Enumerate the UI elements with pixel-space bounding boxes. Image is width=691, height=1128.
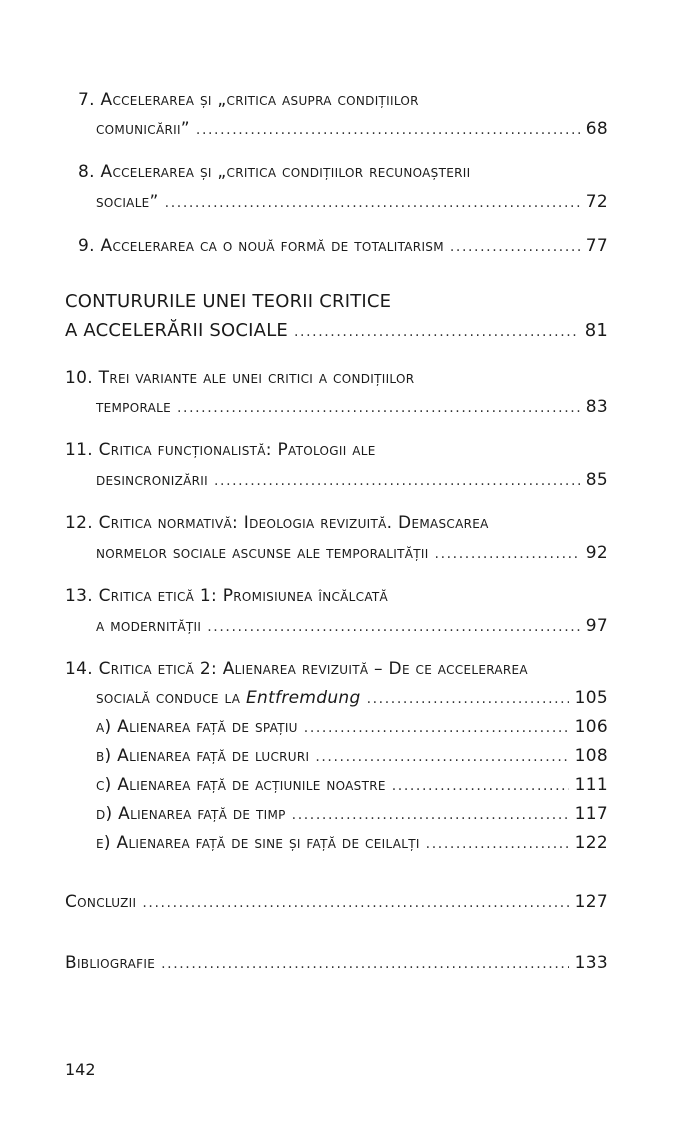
- toc-entry-title-cont: desincronizării: [96, 470, 208, 490]
- toc-page-number: 97: [585, 616, 608, 636]
- toc-page-number: 133: [574, 953, 608, 973]
- toc-section-heading-line-1: [65, 291, 608, 313]
- toc-page-number: 85: [585, 470, 608, 490]
- toc-page-number: 81: [584, 320, 608, 341]
- toc-entry-8-line-1: [78, 161, 608, 183]
- toc-entry-title: e) Alienarea față de sine și față de ceilalți: [96, 833, 420, 853]
- toc-page-number: 108: [574, 746, 608, 766]
- leader-dots: [292, 803, 569, 826]
- toc-page-number: 105: [574, 688, 608, 708]
- toc-entry-title-cont: socială conduce la: [96, 688, 246, 708]
- toc-entry-title-cont: temporale: [96, 397, 171, 417]
- toc-entry-title: Concluzii: [65, 892, 137, 912]
- leader-dots: [367, 687, 569, 710]
- toc-subentry-b: [96, 745, 608, 768]
- toc-section-heading-line-2: [65, 320, 608, 343]
- toc-section-title: CONTURURILE UNEI TEORII CRITICE: [65, 291, 392, 312]
- leader-dots: [435, 542, 580, 565]
- toc-entry-title: 9. Accelerarea ca o nouă formă de totalitarism: [78, 236, 444, 256]
- toc-entry-title: 10. Trei variante ale unei critici a condițiilor: [65, 368, 415, 388]
- toc-entry-10-line-2: [96, 396, 608, 419]
- toc-entry-12-line-2: [96, 542, 608, 565]
- toc-page-number: 68: [585, 119, 608, 139]
- toc-subentry-e: [96, 832, 608, 855]
- toc-entry-11-line-2: [96, 469, 608, 492]
- toc-entry-title: d) Alienarea față de timp: [96, 804, 286, 824]
- toc-entry-title: c) Alienarea față de acțiunile noastre: [96, 775, 386, 795]
- toc-subentry-c: [96, 774, 608, 797]
- toc-entry-title-cont: comunicării”: [96, 119, 190, 139]
- toc-page-number: 127: [574, 892, 608, 912]
- toc-page-number: 122: [574, 833, 608, 853]
- leader-dots: [315, 745, 568, 768]
- toc-entry-title: 8. Accelerarea și „critica condițiilor recunoașterii: [78, 162, 471, 182]
- toc-entry-title: Bibliografie: [65, 953, 156, 973]
- toc-entry-title: a) Alienarea față de spațiu: [96, 717, 298, 737]
- toc-entry-10-line-1: [65, 367, 608, 389]
- leader-dots: [177, 396, 580, 419]
- toc-entry-8-line-2: [96, 191, 608, 214]
- toc-entry-title: 14. Critica etică 2: Alienarea revizuită – De ce accelerarea: [65, 659, 528, 679]
- leader-dots: [450, 235, 580, 258]
- toc-entry-concluzii: [65, 891, 608, 914]
- toc-entry-11-line-1: [65, 439, 608, 461]
- toc-page-number: 92: [585, 543, 608, 563]
- leader-dots: [142, 891, 568, 914]
- toc-subentry-a: [96, 716, 608, 739]
- leader-dots: [161, 952, 569, 975]
- toc-entry-title: b) Alienarea față de lucruri: [96, 746, 310, 766]
- toc-entry-12-line-1: [65, 512, 608, 534]
- toc-entry-7-line-1: [78, 89, 608, 111]
- page-number: 142: [65, 1060, 96, 1079]
- toc-page-number: 72: [585, 192, 608, 212]
- toc-entry-title-cont: a modernității: [96, 616, 202, 636]
- leader-dots: [196, 118, 580, 141]
- toc-entry-title-italic: Entfremdung: [245, 688, 361, 708]
- leader-dots: [214, 469, 580, 492]
- toc-entry-7-line-2: [96, 118, 608, 141]
- leader-dots: [165, 191, 580, 214]
- toc-entry-title-cont: sociale”: [96, 192, 159, 212]
- leader-dots: [207, 615, 580, 638]
- leader-dots: [294, 320, 579, 343]
- toc-entry-13-line-1: [65, 585, 608, 607]
- toc-page-number: 111: [574, 775, 608, 795]
- toc-entry-title: 11. Critica funcționalistă: Patologii ale: [65, 440, 376, 460]
- toc-page-number: 117: [574, 804, 608, 824]
- toc-entry-bibliografie: [65, 952, 608, 975]
- leader-dots: [426, 832, 569, 855]
- toc-page-number: 106: [574, 717, 608, 737]
- leader-dots: [304, 716, 569, 739]
- toc-entry-title: 13. Critica etică 1: Promisiunea încălcată: [65, 586, 389, 606]
- leader-dots: [392, 774, 569, 797]
- toc-entry-title-cont: normelor sociale ascunse ale temporalității: [96, 543, 429, 563]
- toc-page-number: 77: [585, 236, 608, 256]
- toc-section-title-cont: A ACCELERĂRII SOCIALE: [65, 320, 288, 341]
- toc-entry-title: 12. Critica normativă: Ideologia revizuită. Demascarea: [65, 513, 489, 533]
- toc-entry-14-line-2: [96, 687, 608, 710]
- toc-page-number: 83: [585, 397, 608, 417]
- toc-entry-9: [78, 235, 608, 258]
- toc-entry-13-line-2: [96, 615, 608, 638]
- toc-entry-14-line-1: [65, 658, 608, 680]
- toc-subentry-d: [96, 803, 608, 826]
- toc-entry-title: 7. Accelerarea și „critica asupra condițiilor: [78, 90, 419, 110]
